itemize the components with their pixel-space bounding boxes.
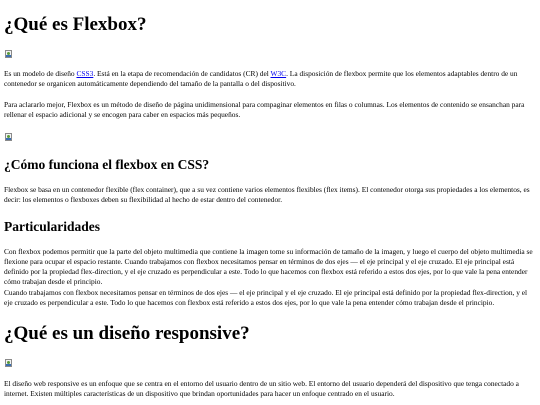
broken-image-icon <box>5 359 12 367</box>
heading-responsive: ¿Qué es un diseño responsive? <box>4 323 250 344</box>
paragraph-flexbox-detail: Para aclararlo mejor, Flexbox es un método de diseño de página unidimensional para compaginar elementos en filas o columnas. Los elementos de contenido se ensanchan para rellenar el espacio adicional y se encogen para caber en espacios más pequeños. <box>4 100 525 119</box>
link-css3[interactable]: CSS3 <box>76 69 94 78</box>
paragraph-text: . La disposición de flexbox permite que los elementos adaptables dentro de un contenedor se organicen automáticamente dependiendo del tamaño de la pantalla o del dispositivo. <box>4 69 518 88</box>
paragraph-how-flexbox-works: Flexbox se basa en un contenedor flexible (flex container), que a su vez contiene varios elementos flexibles (flex items). El contenedor otorga sus propiedades a los elementos, es decir: los elementos o flexboxes deben su flexibilidad al hecho de estar dentro del contenedor. <box>4 185 530 204</box>
heading-particularidades: Particularidades <box>4 219 100 234</box>
heading-flexbox: ¿Qué es Flexbox? <box>4 14 147 35</box>
paragraph-particularidades-1: Con flexbox podemos permitir que la parte del objeto multimedia que contiene la imagen tome su información de tamaño de la imagen, y luego el cuerpo del objeto multimedia se flexione para ocupar el espacio restante. Cuando trabajamos con flexbox necesitamos pensar en términos de dos ejes — el eje principal y el eje cruzado. El eje principal está definido por la propiedad flex-direction, y el eje cruzado es perpendicular a este. Todo lo que hacemos con flexbox está referido a estos dos ejes, por lo que vale la pena entender cómo trabajan desde el principio. <box>4 247 533 286</box>
link-w3c[interactable]: W3C <box>270 69 287 78</box>
broken-image-icon <box>5 50 12 58</box>
broken-image-icon <box>5 133 12 141</box>
paragraph-text: Es un modelo de diseño <box>4 69 77 78</box>
paragraph-text: . Está en la etapa de recomendación de candidatos (CR) del <box>93 69 271 78</box>
paragraph-particularidades-2: Cuando trabajamos con flexbox necesitamos pensar en términos de dos ejes — el eje principal y el eje cruzado. El eje principal está definido por la propiedad flex-direction, y el eje cruzado es perpendicular a este. Todo lo que hacemos con flexbox está referido a estos dos ejes, por lo que vale la pena entender cómo trabajan desde el principio. <box>4 288 528 307</box>
paragraph-responsive: El diseño web responsive es un enfoque que se centra en el entorno del usuario dentro de un sitio web. El entorno del usuario dependerá del dispositivo que tenga conectado a internet. Existen múltiples características de un dispositivo que brindan oportunidades para hacer un enfoque centrado en el usuario. <box>4 379 519 398</box>
heading-how-flexbox-works: ¿Cómo funciona el flexbox en CSS? <box>4 157 210 172</box>
paragraph-flexbox-intro <box>4 69 536 89</box>
